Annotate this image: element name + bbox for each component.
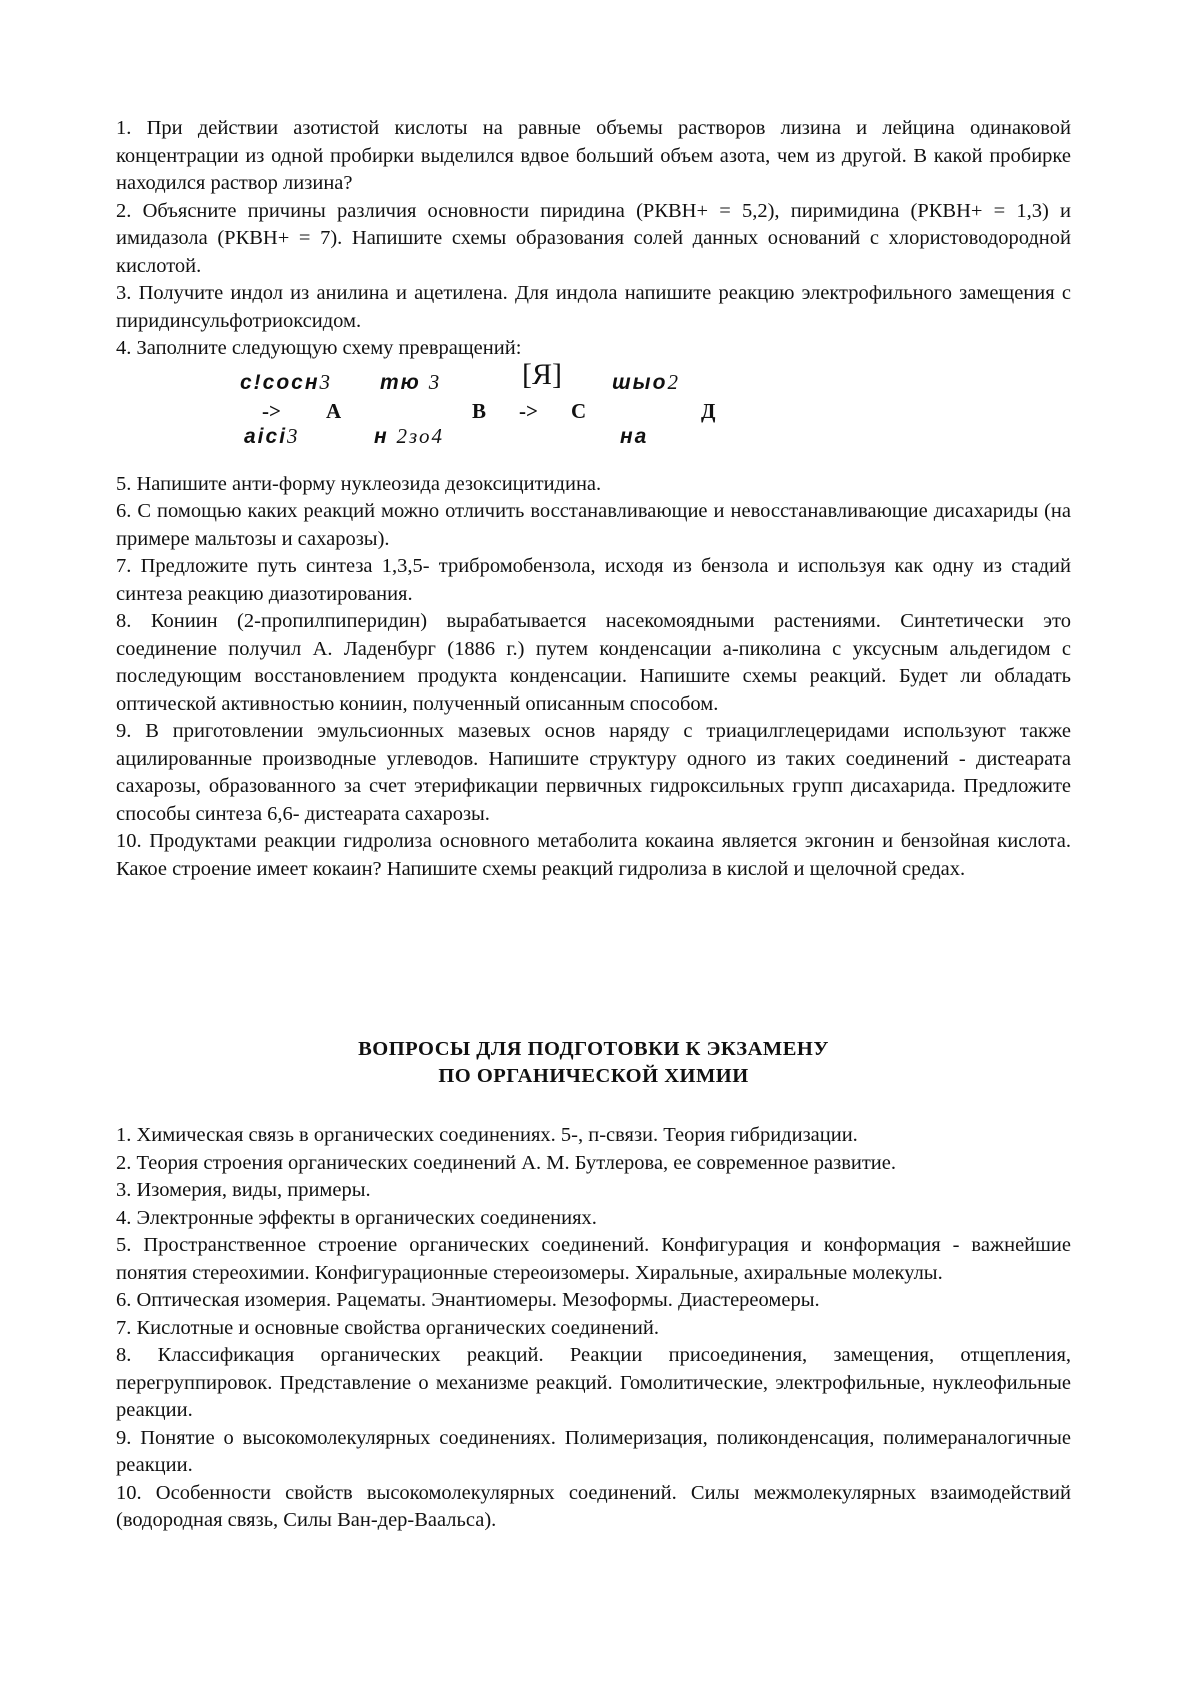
scheme-reagent-1: с!сосн3 — [240, 369, 333, 394]
problem-5: 5. Напишите анти-форму нуклеозида дезоксицитидина. — [116, 472, 602, 495]
scheme-compound-b: В — [472, 398, 487, 423]
question-5: 5. Пространственное строение органических соединений. Конфигурация и конформация - важнейшие понятия стереохимии. Конфигурационные стереоизомеры. Хиральные, ахиральные молекулы. — [116, 1234, 1071, 1284]
scheme-reagent-2: тю 3 — [380, 369, 442, 394]
question-1: 1. Химическая связь в органических соединениях. 5-, п-связи. Теория гибридизации. — [116, 1124, 858, 1146]
section-title — [116, 1036, 1071, 1090]
problem-2: 2. Объясните причины различия основности пиридина (РКВН+ = 5,2), пиримидина (РКВН+ = 1,3) и имидазола (РКВН+ = 7). Напишите схемы образования солей данных оснований с хлористоводородной кислотой. — [116, 199, 1071, 277]
problem-1: 1. При действии азотистой кислоты на равные объемы растворов лизина и лейцина одинаковой концентрации из одной пробирки выделился вдвое больший объем азота, чем из другой. В какой пробирке находился раствор лизина? — [116, 117, 1071, 194]
scheme-compound-a: А — [326, 398, 342, 423]
question-4: 4. Электронные эффекты в органических соединениях. — [116, 1206, 597, 1229]
problem-8: 8. Кониин (2-пропилпиперидин) вырабатывается насекомоядными растениями. Синтетически это соединение получил А. Ладенбург (1886 г.) путем конденсации а-пиколина с уксусным альдегидом с последующим восстановлением продукта конденсации. Напишите схемы реакций. Будет ли обладать оптической активностью кониин, полученный описанным способом. — [116, 610, 1071, 715]
problem-4: 4. Заполните следующую схему превращений: — [116, 337, 522, 359]
problem-list — [116, 115, 1071, 883]
question-9: 9. Понятие о высокомолекулярных соединениях. Полимеризация, поликонденсация, полимераналогичные реакции. — [116, 1426, 1071, 1476]
scheme-catalyst-2: н 2зо4 — [374, 423, 444, 448]
question-10: 10. Особенности свойств высокомолекулярных соединений. Силы межмолекулярных взаимодействий (водородная связь, Силы Ван-дер-Ваальса). — [116, 1481, 1071, 1531]
section-title-line-1: ВОПРОСЫ ДЛЯ ПОДГОТОВКИ К ЭКЗАМЕНУ — [358, 1038, 829, 1060]
scheme-compound-c: С — [571, 398, 587, 423]
problem-6: 6. С помощью каких реакций можно отличить восстанавливающие и невосстанавливающие дисахариды (на примере мальтозы и сахарозы). — [116, 500, 1071, 550]
question-2: 2. Теория строения органических соединений А. М. Бутлерова, ее современное развитие. — [116, 1151, 896, 1174]
scheme-reagent-3: [Я] — [522, 357, 562, 391]
scheme-compound-d: Д — [701, 398, 716, 423]
problem-3: 3. Получите индол из анилина и ацетилена. Для индола напишите реакцию электрофильного замещения с пиридинсульфотриоксидом. — [116, 282, 1071, 332]
reaction-scheme — [116, 357, 1071, 461]
scheme-catalyst-1: аісі3 — [244, 423, 300, 448]
question-8: 8. Классификация органических реакций. Реакции присоединения, замещения, отщепления, перегруппировок. Представление о механизме реакций. Гомолитические, электрофильные, нуклеофильные реакции. — [116, 1344, 1071, 1421]
question-6: 6. Оптическая изомерия. Рацематы. Энантиомеры. Мезоформы. Диастереомеры. — [116, 1289, 820, 1311]
scheme-arrow-1: -> — [262, 398, 281, 423]
section-title-line-2: ПО ОРГАНИЧЕСКОЙ ХИМИИ — [438, 1065, 749, 1087]
scheme-arrow-2: -> — [519, 398, 538, 423]
problem-9: 9. В приготовлении эмульсионных мазевых основ наряду с триацилглецеридами используют также ацилированные производные углеводов. Напишите структуру одного из таких соединений - дистеарата сахарозы, образованного за счет этерификации первичных гидроксильных групп дисахарида. Предложите способы синтеза 6,6- дистеарата сахарозы. — [116, 720, 1071, 825]
question-7: 7. Кислотные и основные свойства органических соединений. — [116, 1316, 659, 1339]
scheme-catalyst-3: на — [620, 424, 649, 448]
problem-7: 7. Предложите путь синтеза 1,3,5- трибромобензола, исходя из бензола и используя как одну из стадий синтеза реакцию диазотирования. — [116, 555, 1071, 605]
scheme-reagent-4: шыо2 — [612, 369, 680, 394]
exam-questions-list — [116, 1122, 1071, 1535]
problem-10: 10. Продуктами реакции гидролиза основного метаболита кокаина является экгонин и бензойная кислота. Какое строение имеет кокаин? Напишите схемы реакций гидролиза в кислой и щелочной средах. — [116, 830, 1071, 880]
question-3: 3. Изомерия, виды, примеры. — [116, 1179, 371, 1201]
